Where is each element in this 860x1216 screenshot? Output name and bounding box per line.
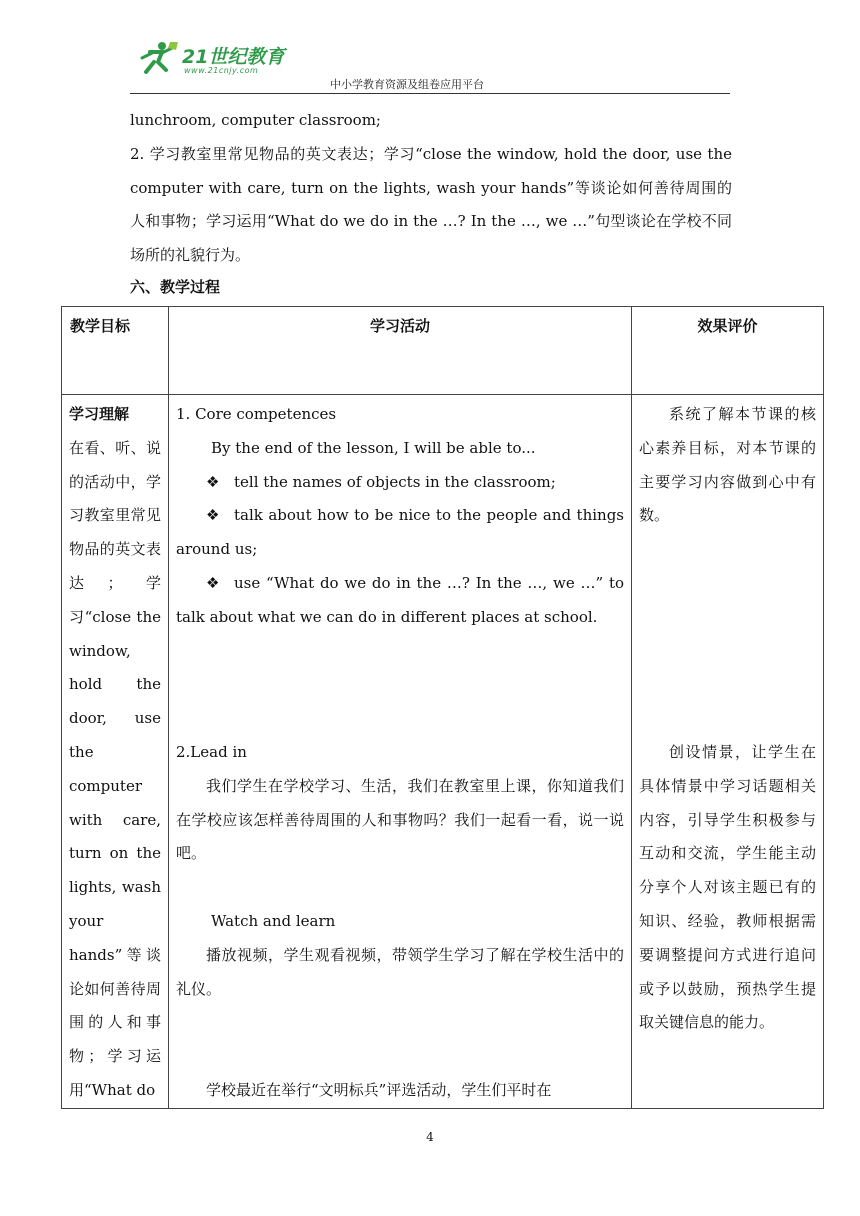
list-item [176,499,624,567]
header-activity: 学习活动 [169,307,632,395]
bullet-text: talk about how to be nice to the people and things around us; [176,506,624,559]
logo-text: 21世纪教育 [182,46,285,68]
lead-title: 2.Lead in [176,742,247,761]
header-evaluation: 效果评价 [632,307,824,395]
bullet-text: tell the names of objects in the classroom; [234,472,556,491]
runner-logo-icon [132,40,180,76]
diamond-bullet-icon: ❖ [206,472,220,491]
diamond-bullet-icon: ❖ [206,573,220,592]
evaluation-1: 系统了解本节课的核心素养目标，对本节课的主要学习内容做到心中有数。 [639,405,816,525]
header-caption: 中小学教育资源及组卷应用平台 [330,78,484,91]
bullet-text: use “What do we do in the …? In the …, we …” to talk about what we can do in different places at school. [176,573,624,626]
intro-paragraph-2: 2. 学习教室里常见物品的英文表达；学习“close the window, hold the door, use the computer with care, turn on the lights, wash your hands”等谈论如何善待周围的人和事物；学习运用“What do we do in the …? In the …, we …”句型谈论在学校不同场所的礼貌行为。 [130,144,732,265]
watch-text: 播放视频，学生观看视频，带领学生学习了解在学校生活中的礼仪。 [176,945,624,998]
core-intro: By the end of the lesson, I will be able to... [211,438,536,457]
logo-url: www.21cnjy.com [184,66,259,75]
list-item [176,567,624,635]
evaluation-2: 创设情景，让学生在具体情景中学习话题相关内容，引导学生积极参与互动和交流，学生能主动分享个人对该主题已有的知识、经验，教师根据需要调整提问方式进行追问或予以鼓励，预热学生提取关键信息的能力。 [639,742,816,1032]
intro-text [130,104,732,273]
evaluation-cell [632,395,824,1109]
goal-text: 在看、听、说的活动中，学习教室里常见物品的英文表达；学习“close the window, hold the door, use the computer with care, turn on the lights, wash your hands”等谈论如何善待周围的人和事物；学习运用“What do [69,438,161,1099]
table-row [62,395,824,1109]
diamond-bullet-icon: ❖ [206,506,220,525]
logo [130,36,300,80]
page-number: 4 [426,1130,434,1144]
activity-last-text: 学校最近在举行“文明标兵”评选活动，学生们平时在 [206,1080,552,1099]
header-divider [130,93,730,94]
teaching-process-table [61,306,824,1109]
page-header [130,36,730,96]
watch-title: Watch and learn [211,911,336,930]
goal-cell [62,395,169,1109]
section-title: 六、教学过程 [130,278,221,296]
header-goal: 教学目标 [62,307,169,395]
table-header-row [62,307,824,395]
list-item [176,466,624,500]
goal-title: 学习理解 [69,405,130,423]
intro-line-1: lunchroom, computer classroom; [130,111,381,129]
core-title: 1. Core competences [176,405,337,423]
lead-text: 我们学生在学校学习、生活，我们在教室里上课，你知道我们在学校应该怎样善待周围的人和事物吗？我们一起看一看，说一说吧。 [176,776,624,863]
activity-cell [169,395,632,1109]
